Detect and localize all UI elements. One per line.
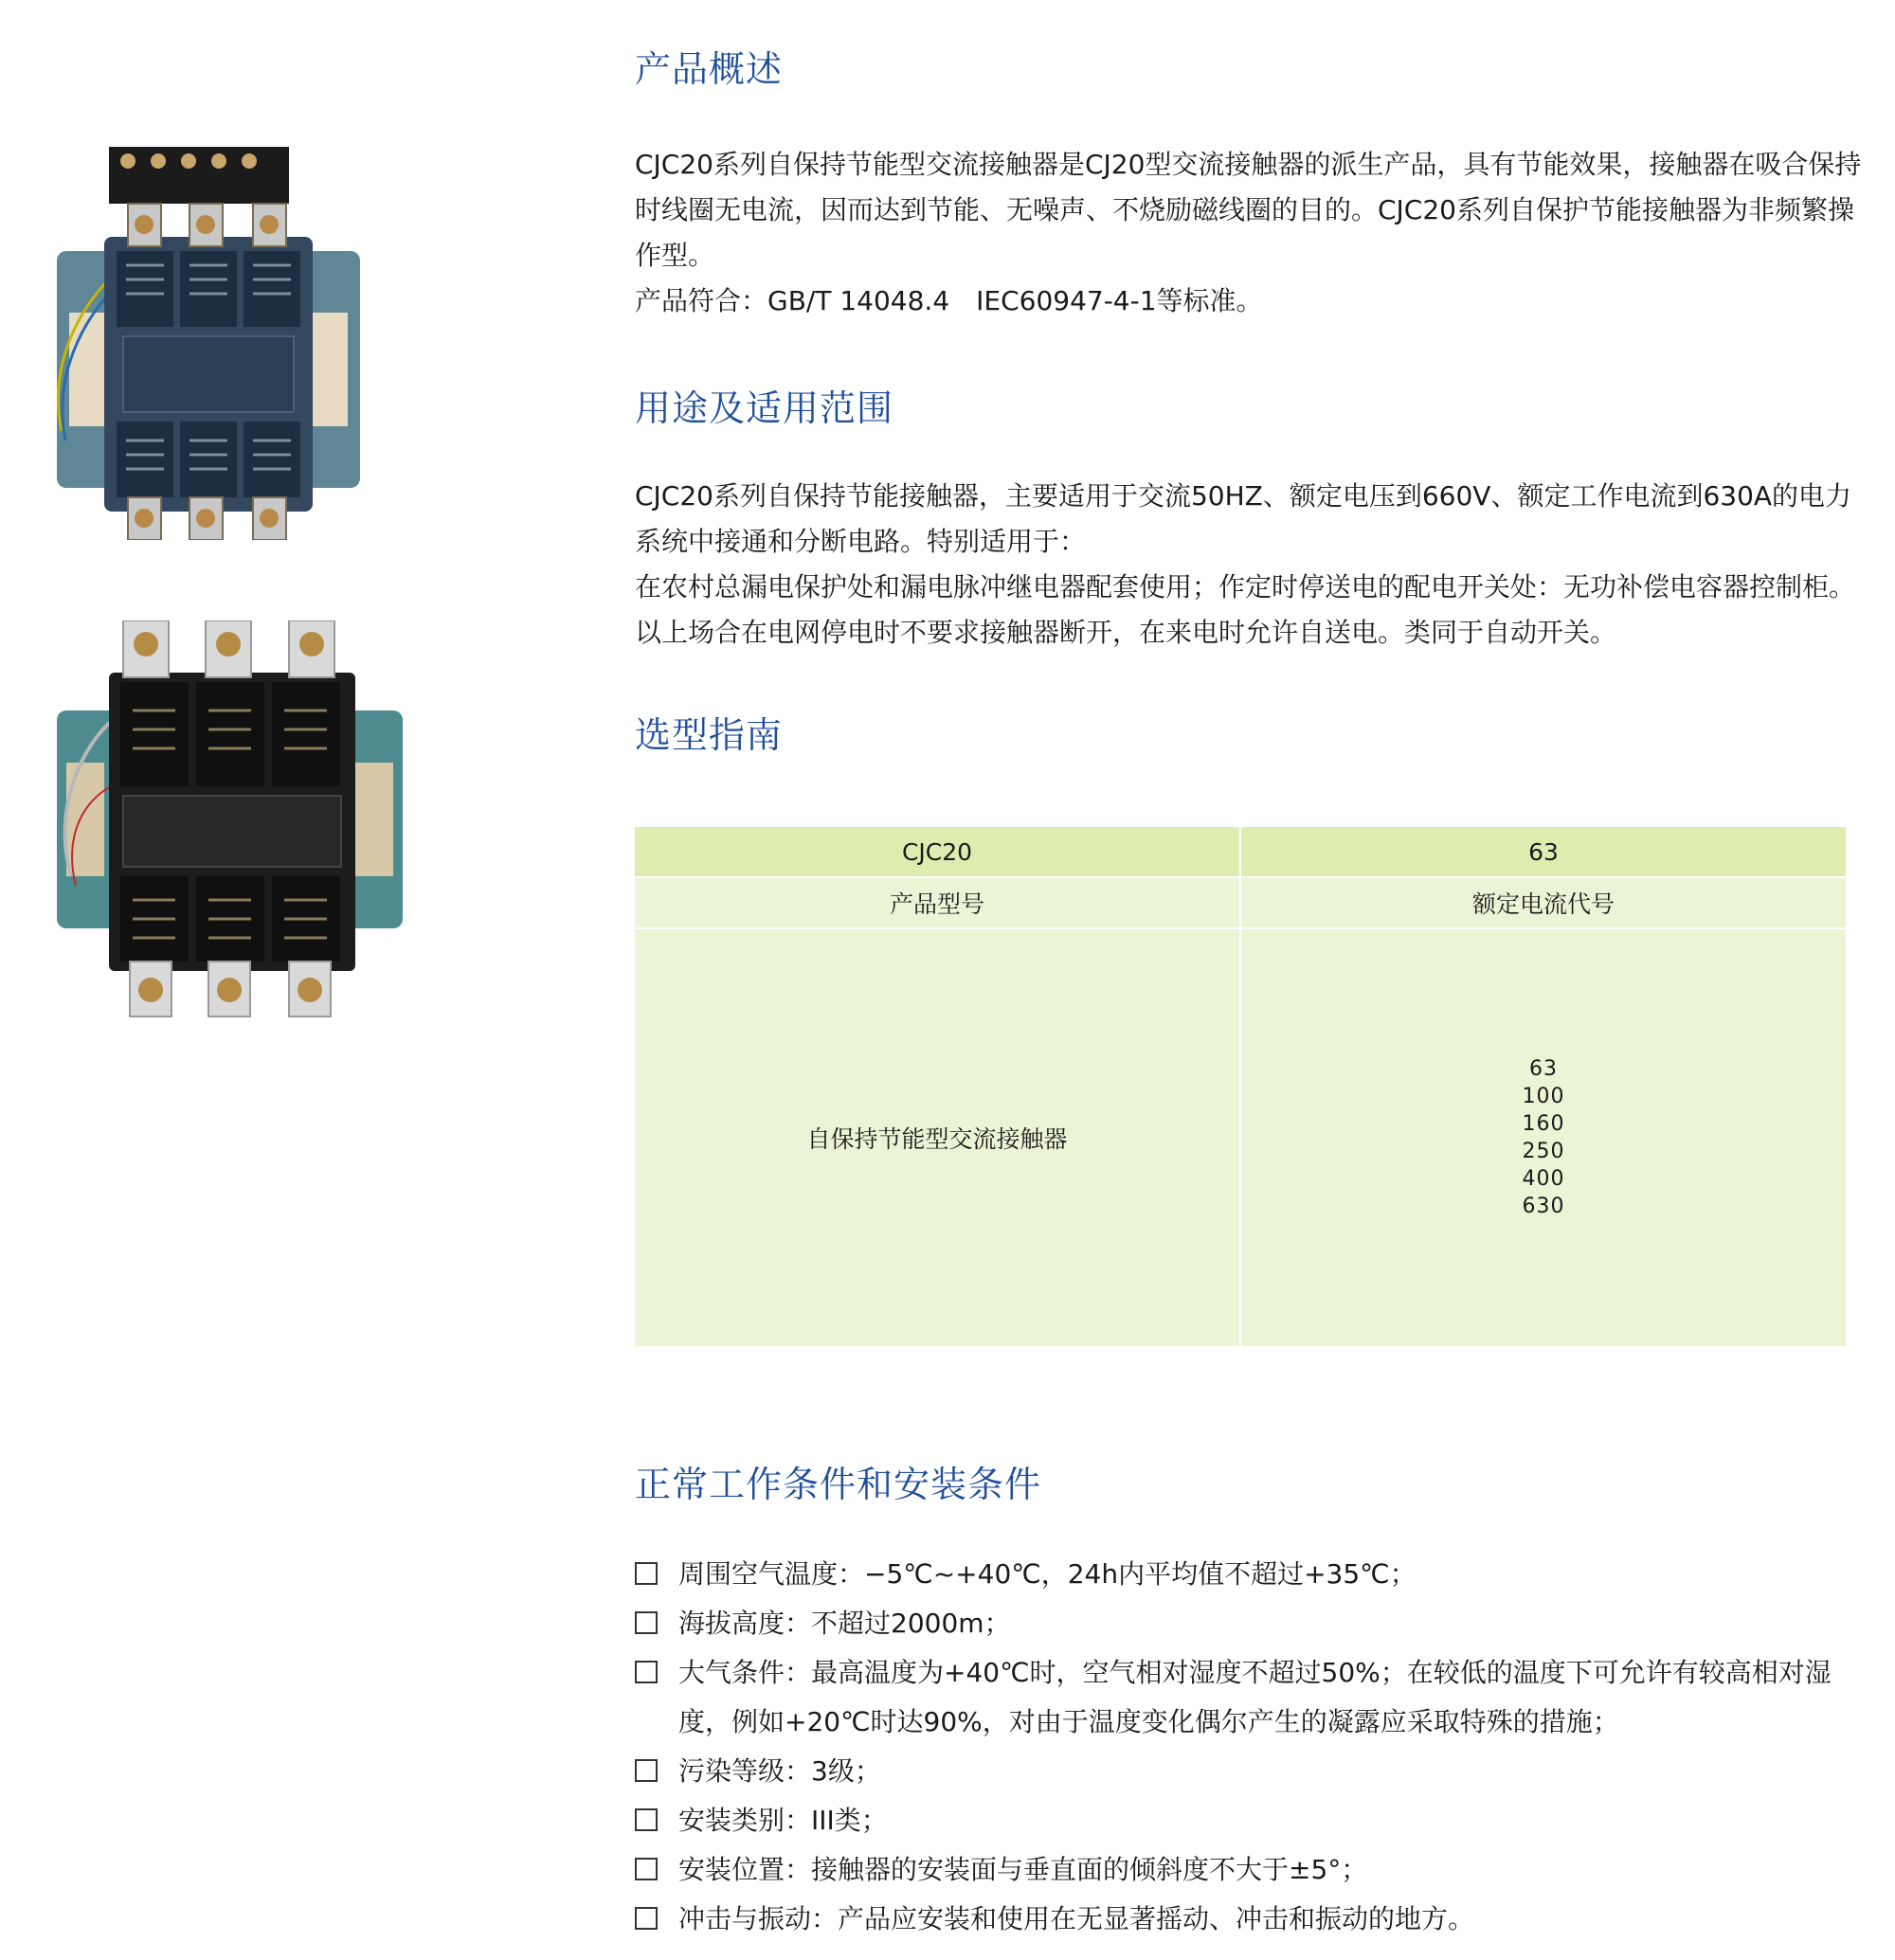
overview-standards: 产品符合：GB/T 14048.4 IEC60947-4-1等标准。 xyxy=(635,285,1263,316)
selection-table xyxy=(635,827,1846,1348)
checkbox-icon xyxy=(635,1562,658,1585)
checkbox-icon xyxy=(635,1808,658,1831)
condition-text: 安装位置：接触器的安装面与垂直面的倾斜度不大于±5°； xyxy=(678,1854,1368,1885)
list-item xyxy=(635,1845,1867,1895)
contactor-photo-front xyxy=(52,147,365,540)
list-item xyxy=(635,1550,1867,1599)
table-row xyxy=(635,877,1846,928)
usage-heading: 用途及适用范围 xyxy=(635,387,894,429)
table-row xyxy=(635,928,1846,1347)
overview-text xyxy=(635,142,1876,324)
table-row xyxy=(635,827,1846,877)
list-item xyxy=(635,1895,1867,1944)
condition-text: 海拔高度：不超过2000m； xyxy=(678,1608,1011,1639)
usage-paragraph-2: 在农村总漏电保护处和漏电脉冲继电器配套使用；作定时停送电的配电开关处：无功补偿电容器控制柜。以上场合在电网停电时不要求接触器断开，在来电时允许自送电。类同于自动开关。 xyxy=(635,571,1856,648)
list-item xyxy=(635,1648,1867,1747)
current-code-cell: 63 xyxy=(1240,827,1846,877)
selection-heading: 选型指南 xyxy=(635,714,784,756)
condition-text: 周围空气温度：−5℃~+40℃，24h内平均值不超过+35℃； xyxy=(678,1558,1417,1590)
current-values-list xyxy=(1241,1055,1846,1220)
condition-text: 冲击与振动：产品应安装和使用在无显著摇动、冲击和振动的地方。 xyxy=(678,1903,1475,1934)
current-value: 630 xyxy=(1522,1195,1565,1218)
condition-text: 大气条件：最高温度为+40℃时，空气相对湿度不超过50%；在较低的温度下可允许有较高相对湿度，例如+20℃时达90%，对由于温度变化偶尔产生的凝露应采取特殊的措施； xyxy=(678,1657,1832,1737)
current-value: 63 xyxy=(1529,1057,1558,1081)
overview-heading: 产品概述 xyxy=(635,48,784,90)
product-name-cell: 自保持节能型交流接触器 xyxy=(635,928,1240,1347)
contactor-photo-angle xyxy=(52,620,407,1018)
model-code-cell: CJC20 xyxy=(635,827,1240,877)
current-value: 400 xyxy=(1522,1167,1565,1191)
usage-text xyxy=(635,474,1876,656)
usage-paragraph-1: CJC20系列自保持节能接触器，主要适用于交流50HZ、额定电压到660V、额定工作电流到630A的电力系统中接通和分断电路。特别适用于： xyxy=(635,480,1852,557)
current-label-cell: 额定电流代号 xyxy=(1240,877,1846,928)
condition-text: 污染等级：3级； xyxy=(678,1755,881,1787)
list-item xyxy=(635,1747,1867,1796)
checkbox-icon xyxy=(635,1661,658,1683)
conditions-heading: 正常工作条件和安装条件 xyxy=(635,1464,1042,1505)
checkbox-icon xyxy=(635,1858,658,1880)
current-value: 100 xyxy=(1522,1085,1565,1108)
overview-paragraph-1: CJC20系列自保持节能型交流接触器是CJ20型交流接触器的派生产品，具有节能效果，接触器在吸合保持时线圈无电流，因而达到节能、无噪声、不烧励磁线圈的目的。CJC20系列自保护节能接触器为非频繁操作型。 xyxy=(635,149,1862,271)
checkbox-icon xyxy=(635,1611,658,1634)
model-label-cell: 产品型号 xyxy=(635,877,1240,928)
checkbox-icon xyxy=(635,1759,658,1782)
current-value: 250 xyxy=(1522,1140,1565,1163)
list-item xyxy=(635,1796,1867,1845)
conditions-list xyxy=(635,1550,1867,1944)
list-item xyxy=(635,1599,1867,1648)
current-values-cell xyxy=(1240,928,1846,1347)
checkbox-icon xyxy=(635,1907,658,1930)
current-value: 160 xyxy=(1522,1112,1565,1136)
condition-text: 安装类别：III类； xyxy=(678,1805,888,1836)
